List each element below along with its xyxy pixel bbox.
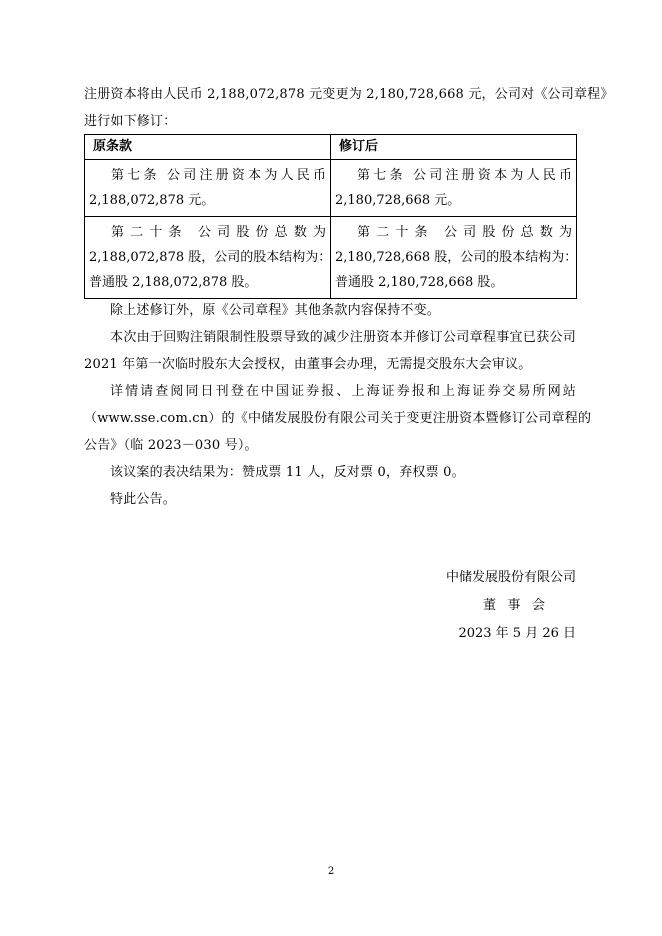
cell-text: 2,188,072,878 元。 — [89, 193, 215, 208]
cell-text: 普通股 2,180,728,668 股。 — [335, 275, 504, 290]
intro-line-2: 进行如下修订： — [84, 114, 177, 129]
cell-text: 第七条 公司注册资本为人民币 — [357, 168, 572, 183]
paragraph-authorization-line-2: 2021 年第一次临时股东大会授权，由董事会办理，无需提交股东大会审议。 — [84, 357, 532, 372]
page-number: 2 — [327, 866, 335, 877]
intro-line-1: 注册资本将由人民币 2,188,072,878 元变更为 2,180,728,668 元，公司对《公司章程》 — [84, 87, 614, 102]
revised-clause-7 — [331, 160, 577, 217]
paragraph-vote-result: 该议案的表决结果为：赞成票 11 人，反对票 0，弃权票 0。 — [110, 465, 465, 480]
original-clause-7 — [85, 160, 331, 217]
table-row — [85, 217, 577, 299]
cell-text: 第二十条 公司股份总数为 — [357, 225, 572, 240]
signature-company: 中储发展股份有限公司 — [445, 570, 576, 585]
cell-text: 2,188,072,878 股，公司的股本结构为： — [89, 250, 332, 265]
table-header-row — [85, 135, 577, 160]
header-revised-clause: 修订后 — [331, 135, 577, 160]
paragraph-details-line-3: 公告》（临 2023－030 号）。 — [84, 438, 258, 453]
revised-clause-20 — [331, 217, 577, 299]
header-original-clause: 原条款 — [85, 135, 331, 160]
cell-text: 2,180,728,668 元。 — [335, 193, 461, 208]
paragraph-other-clauses: 除上述修订外，原《公司章程》其他条款内容保持不变。 — [110, 303, 441, 318]
amendment-table — [84, 134, 577, 299]
paragraph-closing: 特此公告。 — [110, 492, 177, 507]
signature-board: 董事会 — [483, 598, 545, 613]
cell-text: 2,180,728,668 股，公司的股本结构为： — [335, 250, 578, 265]
cell-text: 普通股 2,188,072,878 股。 — [89, 275, 258, 290]
cell-text: 第二十条 公司股份总数为 — [111, 225, 326, 240]
paragraph-details-line-1: 详情请查阅同日刊登在中国证券报、上海证券报和上海证券交易所网站 — [110, 384, 576, 399]
paragraph-authorization-line-1: 本次由于回购注销限制性股票导致的减少注册资本并修订公司章程事宜已获公司 — [110, 330, 576, 345]
table-row — [85, 160, 577, 217]
paragraph-details-line-2: （www.sse.com.cn）的《中储发展股份有限公司关于变更注册资本暨修订公司章程的 — [84, 411, 592, 426]
original-clause-20 — [85, 217, 331, 299]
signature-date: 2023 年 5 月 26 日 — [458, 626, 576, 641]
cell-text: 第七条 公司注册资本为人民币 — [111, 168, 326, 183]
